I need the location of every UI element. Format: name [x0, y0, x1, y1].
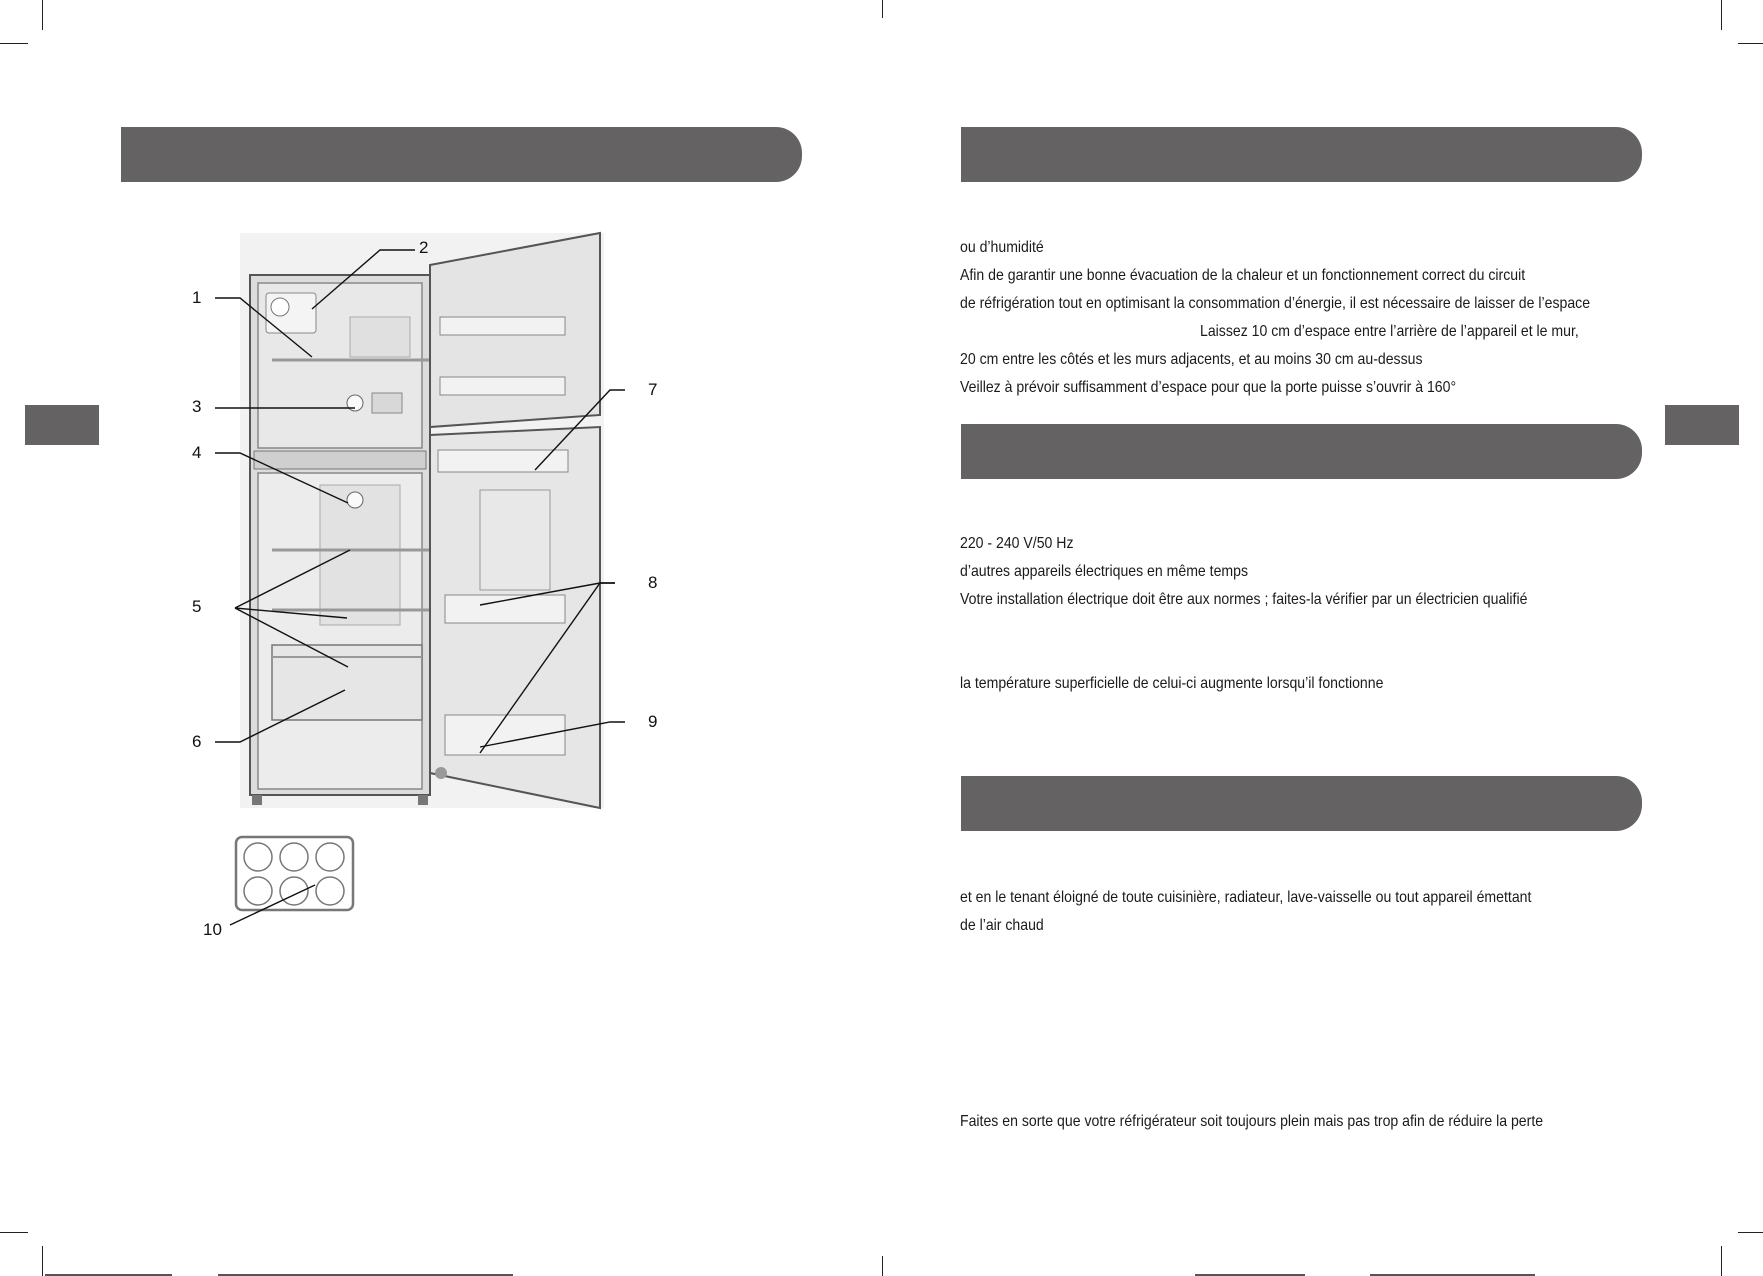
right-header-bar-1 [961, 127, 1642, 182]
text-line: de réfrigération tout en optimisant la consommation d’énergie, il est nécessaire de laisser de l’espace [960, 295, 1591, 312]
callout-1: 1 [192, 288, 202, 307]
callout-4: 4 [192, 443, 202, 462]
text-line: Votre installation électrique doit être aux normes ; faites-la vérifier par un électricien qualifié [960, 591, 1528, 608]
text-line: 220 - 240 V/50 Hz [960, 535, 1074, 552]
text-line: et en le tenant éloigné de toute cuisinière, radiateur, lave-vaisselle ou tout appareil émettant [960, 889, 1532, 906]
crop-mark [882, 0, 883, 18]
left-header-bar [121, 127, 802, 182]
callout-8: 8 [648, 573, 658, 592]
callout-6: 6 [192, 732, 202, 751]
crop-mark [1738, 1232, 1763, 1233]
text-line: d’autres appareils électriques en même temps [960, 563, 1249, 580]
right-header-bar-3 [961, 776, 1642, 831]
crop-mark [42, 1246, 43, 1276]
crop-mark [1721, 1246, 1722, 1276]
callout-3: 3 [192, 397, 202, 416]
callout-5: 5 [192, 597, 202, 616]
callout-7: 7 [648, 380, 658, 399]
callout-9: 9 [648, 712, 658, 731]
crop-mark [0, 43, 28, 44]
callout-10: 10 [203, 920, 222, 939]
left-side-tab [25, 405, 99, 445]
text-line: la température superficielle de celui-ci augmente lorsqu’il fonctionne [960, 675, 1384, 692]
text-line: ou d’humidité [960, 239, 1044, 256]
crop-mark [42, 0, 43, 30]
right-header-bar-2 [961, 424, 1642, 479]
crop-mark [1738, 43, 1763, 44]
refrigerator-parts-diagram [180, 225, 740, 965]
crop-mark [0, 1232, 28, 1233]
callout-2: 2 [419, 238, 429, 257]
crop-mark [1721, 0, 1722, 30]
text-line: Afin de garantir une bonne évacuation de la chaleur et un fonctionnement correct du circuit [960, 267, 1526, 284]
text-line: 20 cm entre les côtés et les murs adjacents, et au moins 30 cm au-dessus [960, 351, 1423, 368]
text-line: de l’air chaud [960, 917, 1044, 934]
text-line: Laissez 10 cm d’espace entre l’arrière de l’appareil et le mur, [1200, 323, 1579, 340]
text-line: Faites en sorte que votre réfrigérateur soit toujours plein mais pas trop afin de réduire la perte [960, 1113, 1544, 1130]
text-line: Veillez à prévoir suffisamment d’espace pour que la porte puisse s’ouvrir à 160° [960, 379, 1457, 396]
right-side-tab [1665, 405, 1739, 445]
crop-mark [882, 1256, 883, 1276]
